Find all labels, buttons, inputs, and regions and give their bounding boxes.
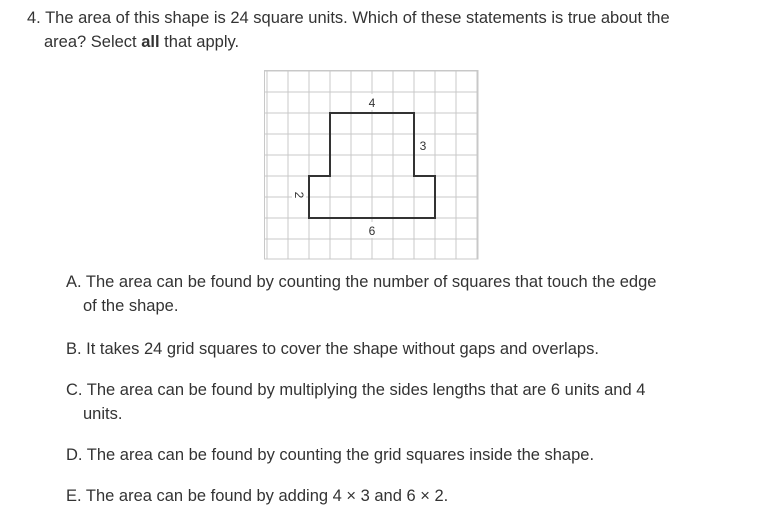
option-d[interactable] [66,443,706,467]
label-top: 4 [368,96,376,110]
label-left: 2 [292,191,306,199]
question-line-1-text: The area of this shape is 24 square units. Which of these statements is true about the [45,9,670,27]
option-c-line-2: units. [83,405,123,423]
grid-figure-svg [264,70,479,260]
question-emphasis-all: all [141,33,160,51]
option-a-line-2: of the shape. [83,297,179,315]
option-d-line-1: D. The area can be found by counting the grid squares inside the shape. [66,446,595,464]
question-text [27,6,747,54]
question-number: 4. [27,9,41,27]
grid-figure [264,70,479,260]
option-e[interactable] [66,484,706,508]
option-a[interactable] [66,270,706,318]
option-c-line-1: C. The area can be found by multiplying the sides lengths that are 6 units and 4 [66,381,646,399]
label-bottom: 6 [368,224,376,238]
option-b-line-1: B. It takes 24 grid squares to cover the shape without gaps and overlaps. [66,340,599,358]
question-line-2-after: that apply. [159,33,240,51]
question-line-1 [27,6,747,30]
option-a-line-1: A. The area can be found by counting the number of squares that touch the edge [66,273,657,291]
question-line-2 [27,30,747,54]
option-e-line-1: E. The area can be found by adding 4 × 3 and 6 × 2. [66,487,449,505]
label-right: 3 [419,139,427,153]
option-c[interactable] [66,378,706,426]
option-b[interactable] [66,337,706,361]
question-line-2-before: area? Select [44,33,142,51]
